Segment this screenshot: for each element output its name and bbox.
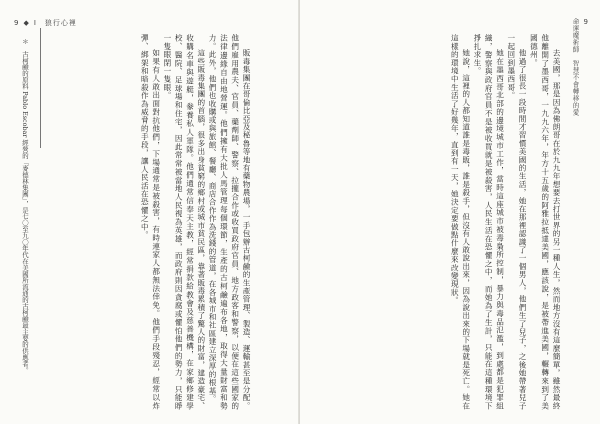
paragraph: 她在墨西哥北部的邊境城市工作，當時這座城市被毒梟所控制，暴力與毒品氾濫，到處都是犯罪組織，警察與政府官員不是被收買就是被殺害，人民生活在恐懼之中，而她為了生計，只能在這種環境下掙扎求生。 [472,34,505,410]
paragraph: 她說，這裡的人都知道誰是毒販，誰是殺手，但沒有人敢說出來，因為說出來的下場就是死亡。她在這樣的環境中生活了好幾年，直到有一天，她決定要做點什麼來改變現狀。 [450,34,471,410]
left-running-head: Ⅰ 狼行心裡 [33,19,77,27]
right-page [300,0,600,424]
right-running-head: 命運魔術師 智慧不會轉移的愛 [571,18,580,116]
right-page-number: 9 [583,18,588,26]
paragraph: 販毒集團在哥倫比亞及秘魯等地有藥物農場，一手包辦古柯鹼的生產管理、製造、運輸甚至是分配。他們雇用農夫、官員、藥劑師、警察、拉攏合作或收買政府官員、地方政客和警察，以便在這些國家的法律邊緣自由地營運。他們擁有大批人馬管理每個環節，生產的古柯鹼遍布各地，取得大量財富和勢力。此外，他們也收購或與旅館、餐廳、商店合作作為洗錢的管道，在各城市和社區建立深厚的根基。 [208,34,251,410]
footnote-divider [40,28,41,148]
paragraph: 這些販毒集團的首腦，很多出身貧窮的鄉村或城市貧民區，靠著販毒累積了驚人的財富，建造豪宅、收購名車與遊艇，豢養私人軍隊。他們通常信奉天主教，經常捐款給教會及慈善機構，在家鄉修建學校、醫院、足球場和住宅，因此常常被當地人民視為英雄，而政府則因貪腐或懼怕他們的勢力，只能睜一隻眼閉一隻眼。 [162,34,206,410]
footnote: ＊ 古柯鹼的原料 Pablo Escobar 經營的「麥德林集團」，是七〇至九〇年代在美國所流通的古柯鹼最主要的供應者。 [21,38,29,374]
paragraph: 如果有人敢出面對抗他們，下場通常是被殺害，有時連家人都無法倖免。他們手段殘忍，經常以炸彈、綁架和暗殺作為威脅的手段，讓人民活在恐懼之中。 [140,34,161,410]
book-ornament-icon: ◆ [23,19,30,27]
paragraph: 去美國，那是因為佛朗哥在於九九年想要去打世界的另一種人生，然而地方沒有這麼簡單，雖然最終他離開了墨西哥，一九九六年，年方十五歲的阿雅拉抵達美國，應該說，是被帶進美國，輾轉來到了美國德州。 [529,34,561,410]
right-body-text [326,34,562,410]
left-body-text [22,34,252,410]
paragraph: 他過了很長一段時間才習慣美國的生活，她在那裡認識了一個男人，他們生了兒子，之後她帶著兒子一起回到墨西哥。 [506,34,528,410]
right-page-header [572,18,588,116]
left-page-number: 9 [14,19,20,27]
left-page-header [14,18,77,28]
